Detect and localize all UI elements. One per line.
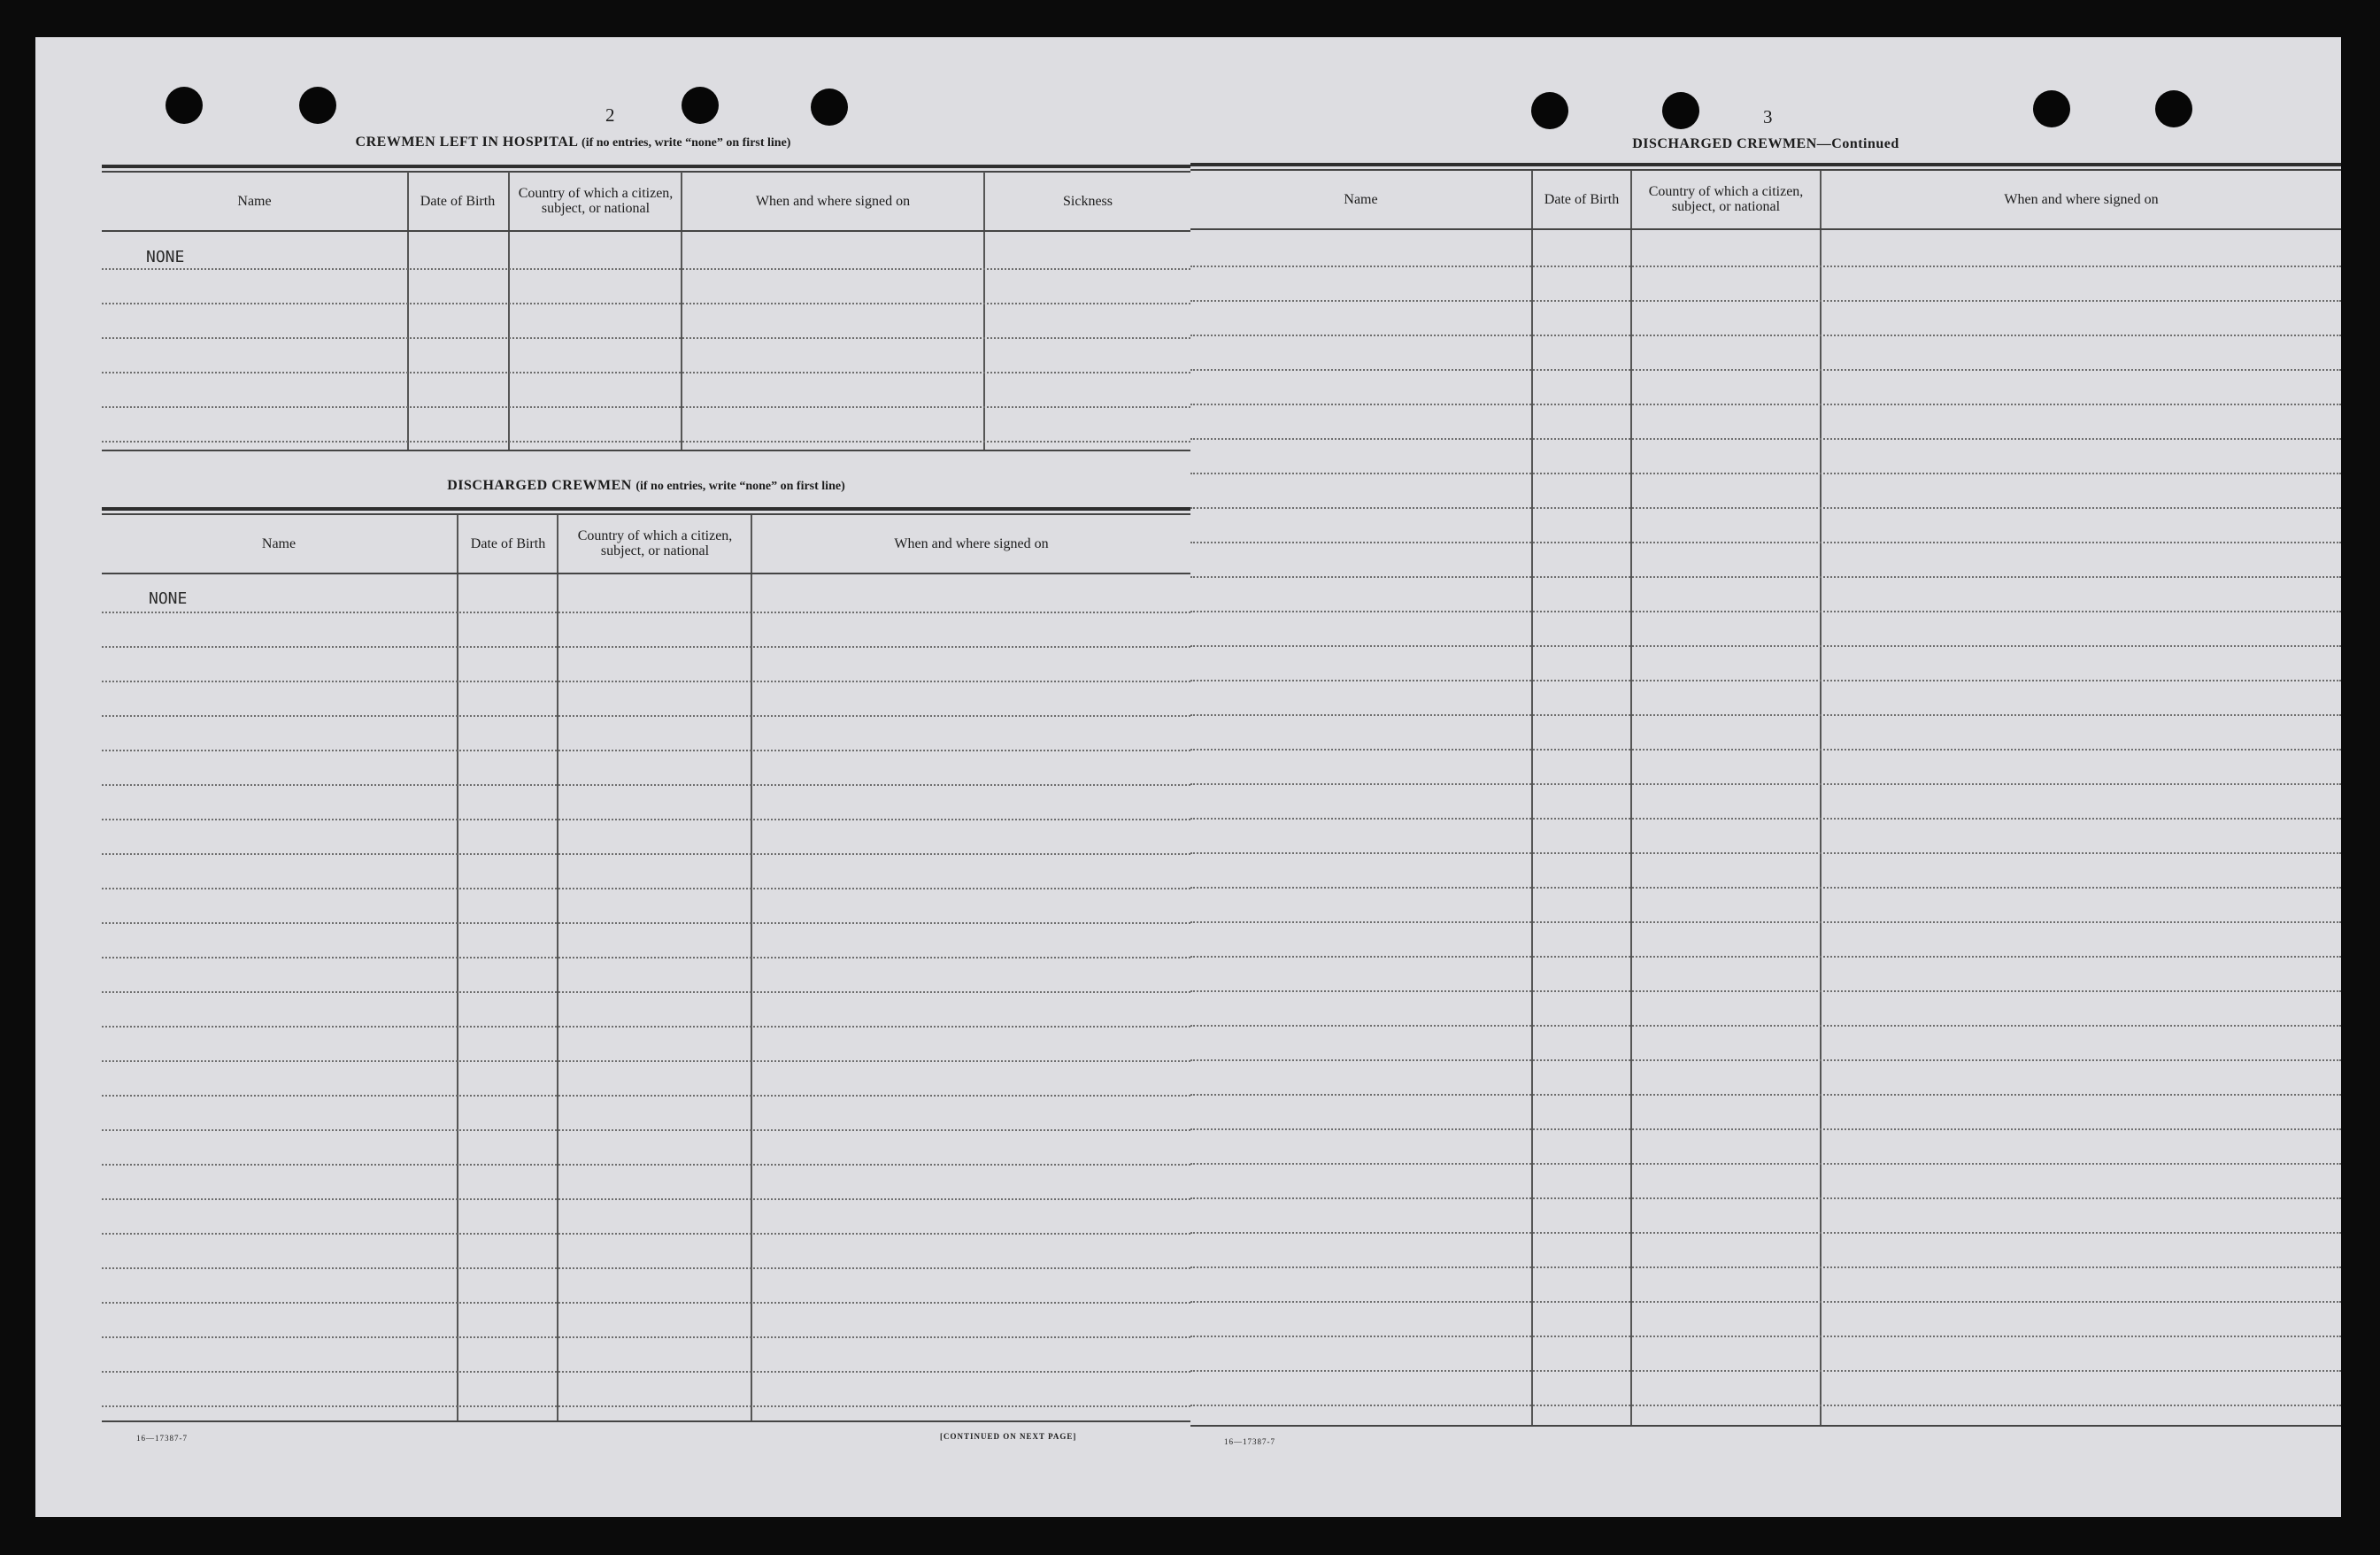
discharged-entry-none: NONE <box>149 589 188 608</box>
ruled-line <box>102 1095 1190 1097</box>
table-top-rule <box>1190 163 2341 166</box>
column-header-country: Country of which a citizen, subject, or national <box>518 186 674 216</box>
ruled-line <box>1190 956 2341 958</box>
ruled-line <box>102 406 1190 408</box>
hospital-title-text: CREWMEN LEFT IN HOSPITAL <box>355 135 578 150</box>
discharged-title-text: DISCHARGED CREWMEN <box>447 478 632 493</box>
form-number: 16—17387-7 <box>1224 1437 1275 1446</box>
ruled-line <box>1190 576 2341 578</box>
hospital-table-bottom-rule <box>102 450 1190 451</box>
ruled-line <box>1190 1197 2341 1199</box>
column-header-country: Country of which a citizen, subject, or national <box>577 528 733 558</box>
ruled-line <box>1190 714 2341 716</box>
ruled-line <box>102 750 1190 751</box>
right-table-bottom-rule <box>1190 1425 2341 1427</box>
ruled-line <box>102 441 1190 443</box>
column-header-signed-on: When and where signed on <box>2004 191 2159 207</box>
left-page <box>35 37 1190 1517</box>
discharged-continued-title: DISCHARGED CREWMEN—Continued <box>1632 136 1899 151</box>
ruled-line <box>102 957 1190 958</box>
ruled-line <box>1190 507 2341 509</box>
column-header-signed-on: When and where signed on <box>755 193 911 209</box>
ruled-line <box>1190 1370 2341 1372</box>
column-header-date-of-birth: Date of Birth <box>1544 191 1620 207</box>
ruled-line <box>1190 1405 2341 1406</box>
column-header-date-of-birth: Date of Birth <box>420 193 496 209</box>
ruled-line <box>1190 404 2341 405</box>
continued-note: [CONTINUED ON NEXT PAGE] <box>940 1432 1077 1441</box>
ruled-line <box>102 1060 1190 1062</box>
column-divider <box>1820 171 1822 1425</box>
table-top-rule <box>102 165 1190 168</box>
ruled-line <box>102 1233 1190 1235</box>
ruled-line <box>102 1129 1190 1131</box>
header-bottom-rule <box>102 230 1190 232</box>
ruled-line <box>1190 1094 2341 1096</box>
column-divider <box>751 515 752 1420</box>
ruled-line <box>102 1164 1190 1166</box>
ruled-line <box>102 1371 1190 1373</box>
ruled-line <box>102 991 1190 993</box>
ruled-line <box>1190 852 2341 854</box>
column-divider <box>1531 171 1533 1425</box>
ruled-line <box>102 268 1190 270</box>
ruled-line <box>102 715 1190 717</box>
hospital-section-title <box>102 135 1044 150</box>
ruled-line <box>102 819 1190 820</box>
ruled-line <box>102 922 1190 924</box>
table-top-rule <box>102 507 1190 511</box>
ruled-line <box>102 337 1190 339</box>
ruled-line <box>102 1198 1190 1200</box>
ruled-line <box>102 784 1190 786</box>
ruled-line <box>1190 369 2341 371</box>
ruled-line <box>102 853 1190 855</box>
page-number: 3 <box>1763 106 1773 127</box>
column-header-name: Name <box>237 193 272 209</box>
ruled-line <box>102 1336 1190 1338</box>
ruled-line <box>1190 645 2341 647</box>
ruled-line <box>102 646 1190 648</box>
ruled-line <box>1190 887 2341 889</box>
discharged-table-bottom-rule <box>102 1420 1190 1422</box>
column-divider <box>457 515 458 1420</box>
ruled-line <box>1190 1301 2341 1303</box>
column-header-name: Name <box>261 535 297 551</box>
ruled-line <box>1190 611 2341 612</box>
column-header-sickness: Sickness <box>1063 193 1113 209</box>
ruled-line <box>102 1302 1190 1304</box>
column-divider <box>557 515 558 1420</box>
ruled-line <box>1190 473 2341 474</box>
page-number: 2 <box>605 104 615 126</box>
ruled-line <box>1190 1059 2341 1061</box>
ruled-line <box>1190 542 2341 543</box>
header-bottom-rule <box>1190 228 2341 230</box>
column-divider <box>1630 171 1632 1425</box>
column-header-country: Country of which a citizen, subject, or national <box>1648 184 1804 214</box>
ruled-line <box>1190 1232 2341 1234</box>
ruled-line <box>102 1026 1190 1028</box>
discharged-section-title <box>102 478 1190 494</box>
column-header-name: Name <box>1344 191 1378 207</box>
scanned-form-spread <box>35 37 2341 1517</box>
hospital-entry-none: NONE <box>146 248 185 266</box>
header-bottom-rule <box>102 573 1190 574</box>
column-header-date-of-birth: Date of Birth <box>470 535 546 551</box>
ruled-line <box>1190 335 2341 336</box>
ruled-line <box>102 681 1190 682</box>
ruled-line <box>1190 749 2341 751</box>
ruled-line <box>1190 818 2341 820</box>
ruled-line <box>102 1267 1190 1269</box>
ruled-line <box>1190 990 2341 992</box>
ruled-line <box>1190 438 2341 440</box>
ruled-line <box>1190 1266 2341 1268</box>
ruled-line <box>102 372 1190 373</box>
ruled-line <box>102 888 1190 889</box>
ruled-line <box>102 1405 1190 1407</box>
right-page <box>1190 37 2341 1517</box>
ruled-line <box>1190 783 2341 785</box>
ruled-line <box>102 612 1190 613</box>
discharged-instruction: (if no entries, write “none” on first line) <box>635 480 845 493</box>
ruled-line <box>1190 1163 2341 1165</box>
ruled-line <box>1190 300 2341 302</box>
ruled-line <box>102 303 1190 304</box>
ruled-line <box>1190 266 2341 267</box>
column-header-signed-on: When and where signed on <box>894 535 1049 551</box>
ruled-line <box>1190 680 2341 681</box>
hospital-instruction: (if no entries, write “none” on first line) <box>582 136 791 150</box>
ruled-line <box>1190 921 2341 923</box>
ruled-line <box>1190 1025 2341 1027</box>
ruled-line <box>1190 1128 2341 1130</box>
form-number: 16—17387-7 <box>136 1434 188 1443</box>
ruled-line <box>1190 1336 2341 1337</box>
